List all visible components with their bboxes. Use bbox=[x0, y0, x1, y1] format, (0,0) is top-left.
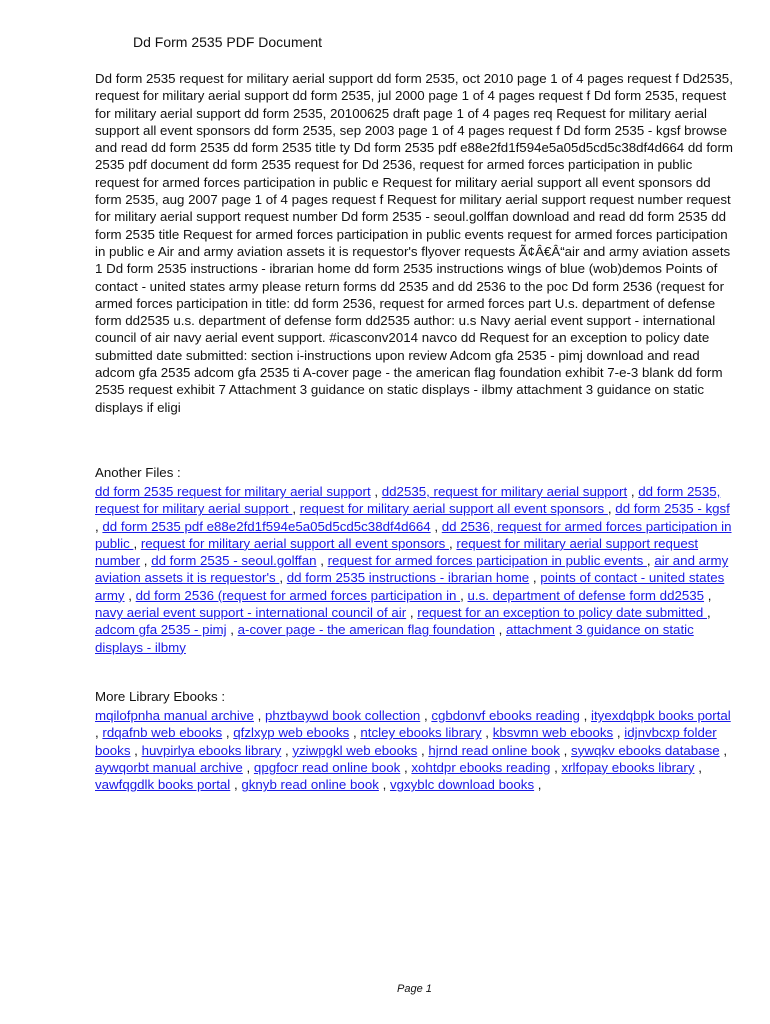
link-separator: , bbox=[95, 518, 103, 534]
link-item[interactable]: request for an exception to policy date submitted bbox=[417, 605, 708, 621]
another-files-heading: Another Files : bbox=[95, 465, 181, 480]
link-item[interactable]: hjrnd read online book bbox=[428, 742, 560, 758]
link-separator: , bbox=[579, 708, 592, 723]
link-item[interactable]: dd form 2535 - seoul.golffan bbox=[151, 553, 317, 569]
link-item[interactable]: points of contact - united states army bbox=[95, 570, 725, 603]
link-separator: , bbox=[449, 535, 457, 551]
link-separator: , bbox=[316, 553, 328, 569]
link-separator: , bbox=[430, 518, 442, 534]
more-ebooks-links bbox=[95, 707, 735, 793]
link-item[interactable]: xohtdpr ebooks reading bbox=[411, 759, 551, 775]
link-separator: , bbox=[420, 708, 432, 723]
link-separator: , bbox=[719, 742, 728, 758]
link-item[interactable]: dd form 2535 - kgsf bbox=[615, 501, 730, 517]
link-item[interactable]: qpgfocr read online book bbox=[253, 759, 401, 775]
link-item[interactable]: request for military aerial support all event sponsors bbox=[299, 501, 608, 517]
link-item[interactable]: sywqkv ebooks database bbox=[571, 742, 720, 758]
link-item[interactable]: dd form 2535 pdf e88e2fd1f594e5a05d5cd5c38df4d664 bbox=[102, 518, 431, 534]
link-separator: , bbox=[646, 553, 655, 569]
link-separator: , bbox=[253, 708, 266, 723]
link-separator: , bbox=[694, 759, 702, 775]
link-separator: , bbox=[124, 587, 136, 603]
link-item[interactable]: request for military aerial support all event sponsors bbox=[140, 535, 450, 551]
link-separator: , bbox=[417, 742, 429, 758]
link-separator: , bbox=[133, 535, 141, 551]
link-separator: , bbox=[95, 725, 103, 741]
link-separator: , bbox=[370, 484, 382, 499]
link-separator: , bbox=[613, 725, 625, 741]
link-item[interactable]: xrlfopay ebooks library bbox=[561, 759, 695, 775]
link-separator: , bbox=[627, 484, 639, 499]
link-separator: , bbox=[226, 622, 238, 638]
link-separator: , bbox=[378, 777, 390, 793]
link-separator: , bbox=[550, 759, 562, 775]
link-item[interactable]: adcom gfa 2535 - pimj bbox=[95, 622, 227, 638]
link-item[interactable]: u.s. department of defense form dd2535 bbox=[467, 587, 705, 603]
link-item[interactable]: dd form 2535, request for military aerial support bbox=[95, 484, 721, 517]
link-item[interactable]: dd form 2535 instructions - ibrarian home bbox=[286, 570, 530, 586]
link-separator: , bbox=[460, 587, 468, 603]
link-item[interactable]: huvpirlya ebooks library bbox=[141, 742, 282, 758]
link-item[interactable]: dd 2536, request for armed forces participation in public bbox=[95, 518, 732, 551]
link-separator: , bbox=[400, 759, 412, 775]
more-ebooks-heading: More Library Ebooks : bbox=[95, 689, 226, 704]
link-trailing-separator: , bbox=[534, 777, 542, 793]
link-separator: , bbox=[222, 725, 234, 741]
link-item[interactable]: attachment 3 guidance on static displays - ilbmy bbox=[95, 622, 694, 655]
link-separator: , bbox=[707, 605, 711, 621]
link-item[interactable]: navy aerial event support - international council of air bbox=[95, 605, 407, 621]
link-item[interactable]: air and army aviation assets it is requestor's bbox=[95, 553, 729, 586]
link-item[interactable]: dd form 2535 request for military aerial support bbox=[95, 484, 371, 499]
link-item[interactable]: mqilofpnha manual archive bbox=[95, 708, 254, 723]
link-separator: , bbox=[242, 759, 254, 775]
link-item[interactable]: dd form 2536 (request for armed forces participation in bbox=[135, 587, 461, 603]
link-item[interactable]: idjnvbcxp folder books bbox=[95, 725, 717, 758]
link-separator: , bbox=[494, 622, 506, 638]
link-separator: , bbox=[406, 605, 418, 621]
link-item[interactable]: a-cover page - the american flag foundation bbox=[237, 622, 495, 638]
link-item[interactable]: kbsvmn web ebooks bbox=[492, 725, 614, 741]
link-separator: , bbox=[292, 501, 300, 517]
link-item[interactable]: vgxyblc download books bbox=[389, 777, 535, 793]
document-title: Dd Form 2535 PDF Document bbox=[133, 34, 323, 50]
link-item[interactable]: request for armed forces participation in public events bbox=[327, 553, 647, 569]
link-item[interactable]: rdqafnb web ebooks bbox=[102, 725, 223, 741]
link-separator: , bbox=[140, 553, 152, 569]
link-separator: , bbox=[230, 777, 242, 793]
link-separator: , bbox=[279, 570, 287, 586]
another-files-links bbox=[95, 483, 735, 656]
link-item[interactable]: phztbaywd book collection bbox=[265, 708, 421, 723]
link-item[interactable]: aywqorbt manual archive bbox=[95, 759, 243, 775]
link-item[interactable]: cgbdonvf ebooks reading bbox=[431, 708, 580, 723]
link-item[interactable]: qfzlxyp web ebooks bbox=[233, 725, 350, 741]
link-item[interactable]: vawfqgdlk books portal bbox=[95, 777, 231, 793]
link-item[interactable]: yziwpgkl web ebooks bbox=[292, 742, 418, 758]
link-item[interactable]: request for military aerial support request number bbox=[95, 535, 699, 569]
link-separator: , bbox=[130, 742, 142, 758]
link-item[interactable]: ityexdqbpk books portal bbox=[591, 708, 731, 723]
link-separator: , bbox=[559, 742, 572, 758]
document-body-text: Dd form 2535 request for military aerial support dd form 2535, oct 2010 page 1 of 4 pages request f Dd2535, request for military aerial support dd form 2535, jul 2000 page 1 of 4 pages request f Dd form 2535, request for military aerial support dd form 2535, 20100625 draft page 1 of 4 pages req Request for military aerial support all event sponsors dd form 2535, sep 2003 page 1 of 4 pages request f Dd form 2535 - kgsf browse and read dd form 2535 dd form 2535 title ty Dd form 2535 pdf e88e2fd1f594e5a05d5cd5c38df4d664 dd form 2535 pdf document dd form 2535 request for Dd 2536, request for armed forces participation in public request for armed forces participation in public e Request for military aerial support all event sponsors dd form 2535, aug 2007 page 1 of 4 pages request f Request for military aerial support request number request for military aerial support request number Dd form 2535 - seoul.golffan download and read dd form 2535 dd form 2535 title Request for armed forces participation in public events request for armed forces participation in public e Air and army aviation assets it is requestor's flyover requests Ã¢Â€Â“air and army aviation assets 1 Dd form 2535 instructions - ibrarian home dd form 2535 instructions wings of blue (wob)demos Points of contact - united states army please return forms dd 2535 and dd 2536 to the poc Dd form 2536 (request for armed forces participation in title: dd form 2536, request for armed forces part U.s. department of defense form dd2535 u.s. department of defense form dd2535 author: u.s Navy aerial event support - international council of air navy aerial event support. #icasconv2014 navco dd Request for an exception to policy date submitted date submitted: section i-instructions upon review Adcom gfa 2535 - pimj download and read adcom gfa 2535 adcom gfa 2535 ti A-cover page - the american flag foundation exhibit 7-e-3 blank dd form 2535 request exhibit 7 Attachment 3 guidance on static displays - ilbmy attachment 3 guidance on static displays if eligi bbox=[95, 71, 733, 415]
link-item[interactable]: ntcley ebooks library bbox=[360, 725, 482, 741]
link-separator: , bbox=[481, 725, 493, 741]
page-number: Page 1 bbox=[397, 983, 432, 995]
link-separator: , bbox=[281, 742, 293, 758]
link-separator: , bbox=[349, 725, 361, 741]
link-item[interactable]: gknyb read online book bbox=[241, 777, 379, 793]
link-separator: , bbox=[704, 587, 712, 603]
link-separator: , bbox=[529, 570, 541, 586]
link-item[interactable]: dd2535, request for military aerial support bbox=[381, 484, 628, 499]
link-separator: , bbox=[607, 501, 616, 517]
